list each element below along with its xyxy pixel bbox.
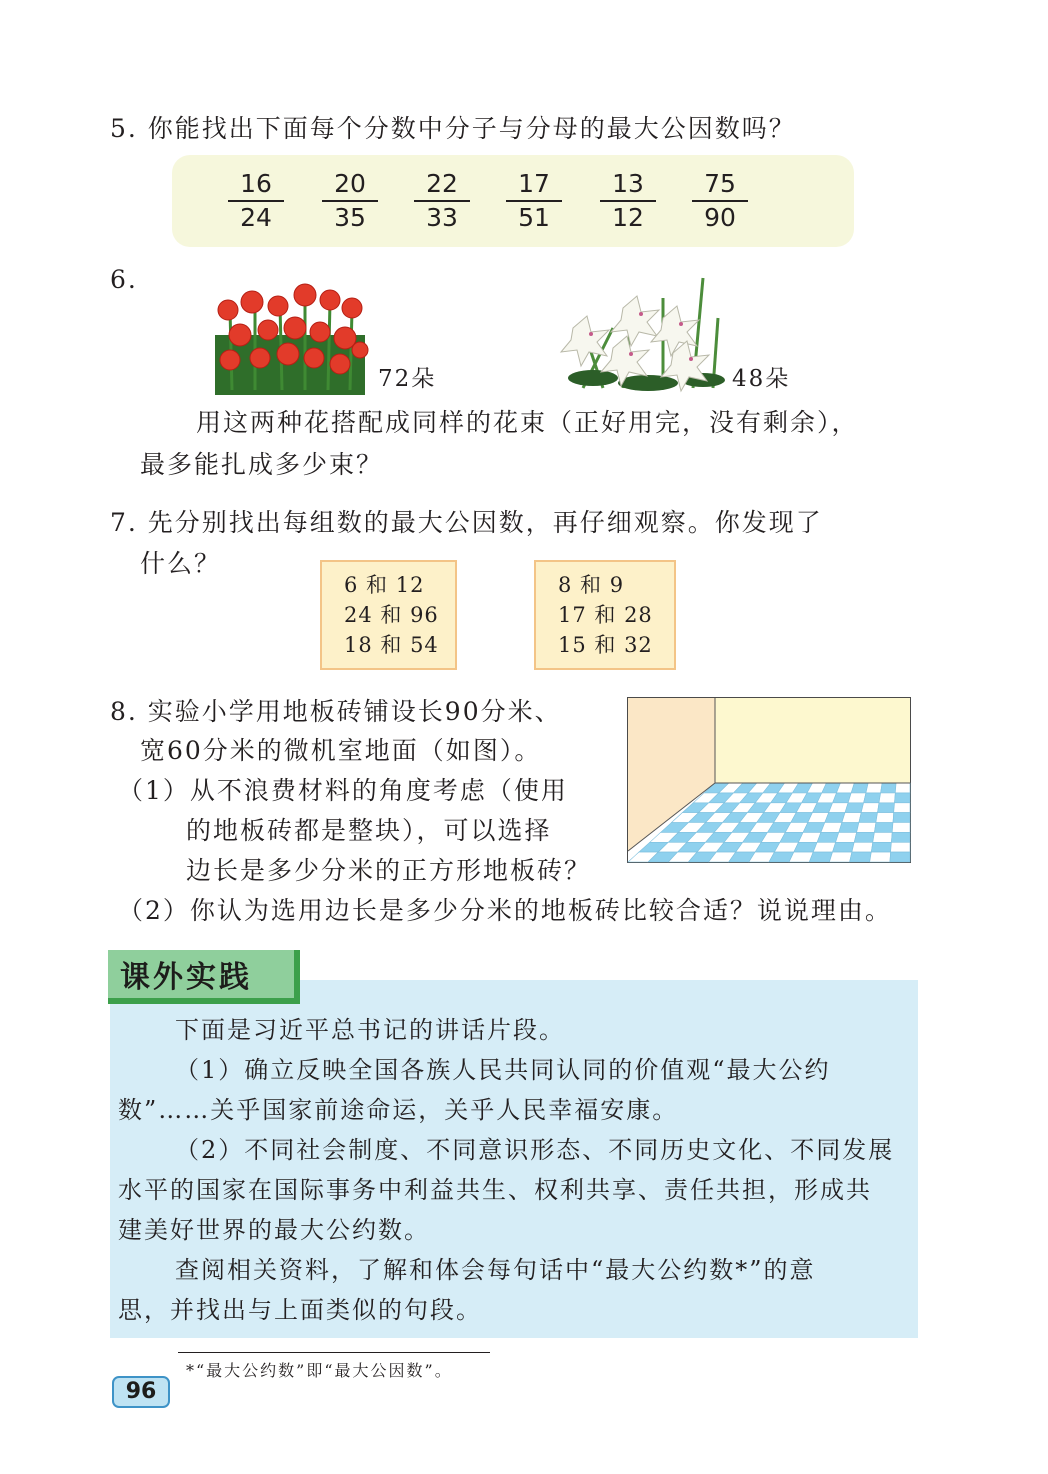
denominator: 12: [612, 203, 644, 232]
number-pair: 18 和 54: [344, 633, 439, 657]
number-pair: 15 和 32: [558, 633, 653, 657]
floor-tile: [817, 832, 839, 842]
floor-tile: [839, 823, 859, 833]
q6-line1: 用这两种花搭配成同样的花束（正好用完，没有剩余），: [196, 408, 859, 437]
q7-line1: 7. 先分别找出每组数的最大公因数，再仔细观察。你发现了: [110, 508, 823, 537]
q8-sub1-line1: （1）从不浪费材料的角度考虑（使用: [118, 776, 568, 805]
numerator: 16: [228, 169, 284, 202]
fraction-box: [172, 155, 854, 247]
floor-tile-image: [627, 697, 911, 863]
q8-sub2: （2）你认为选用边长是多少分米的地板砖比较合适？说说理由。: [118, 896, 892, 925]
q8-line2: 宽60分米的微机室地面（如图）。: [140, 736, 542, 765]
denominator: 90: [704, 203, 736, 232]
page-number: 96: [112, 1376, 170, 1408]
floor-tile: [842, 813, 861, 823]
floor-tile: [851, 783, 868, 793]
numerator: 13: [600, 169, 656, 202]
floor-tile: [873, 832, 892, 842]
floor-tile: [854, 832, 874, 842]
floor-tile: [845, 803, 864, 813]
floor-tile: [891, 832, 910, 842]
floor-tile: [809, 852, 832, 862]
floor-tile: [892, 823, 910, 833]
q7-line2: 什么？: [140, 549, 222, 578]
q8-sub1-line3: 边长是多少分米的正方形地板砖？: [186, 856, 592, 885]
fraction: [506, 169, 562, 233]
floor-tile: [857, 823, 876, 833]
floor-tile: [893, 813, 910, 823]
denominator: 35: [334, 203, 366, 232]
floor-tile: [870, 852, 891, 862]
floor-tile: [848, 793, 866, 803]
floor-tile: [852, 842, 873, 852]
number-pair: 24 和 96: [344, 603, 439, 627]
floor-tile: [876, 813, 894, 823]
numerator: 22: [414, 169, 470, 202]
numerator: 20: [322, 169, 378, 202]
floor-tile: [890, 852, 910, 862]
floor-tile: [833, 842, 855, 852]
q8-sub1-line2: 的地板砖都是整块），可以选择: [186, 816, 552, 845]
floor-tile: [859, 813, 878, 823]
lilies-image: [553, 268, 733, 398]
practice-p1: 下面是习近平总书记的讲话片段。: [175, 1016, 565, 1044]
floor-tile: [829, 852, 852, 862]
floor-tile: [881, 783, 897, 793]
floor-tile: [821, 823, 842, 833]
footnote: *“最大公约数”即“最大公因数”。: [186, 1361, 453, 1380]
floor-tile: [836, 832, 857, 842]
practice-p4-line2: 思，并找出与上面类似的句段。: [118, 1296, 482, 1324]
fraction: [414, 169, 470, 233]
practice-p3-line3: 建美好世界的最大公约数。: [118, 1216, 430, 1244]
floor-tile: [813, 842, 835, 852]
floor-tile: [861, 803, 879, 813]
number-group-box-2: [534, 560, 676, 670]
denominator: 33: [426, 203, 458, 232]
floor-tile: [874, 823, 893, 833]
q6-number: 6.: [110, 265, 138, 294]
floor-tile: [871, 842, 891, 852]
floor-tile: [864, 793, 881, 803]
q8-line1: 8. 实验小学用地板砖铺设长90分米、: [110, 697, 562, 726]
floor-tile: [825, 813, 845, 823]
floor-tile: [879, 793, 895, 803]
practice-p2-line2: 数”……关乎国家前途命运，关乎人民幸福安康。: [118, 1096, 679, 1124]
number-pair: 6 和 12: [344, 573, 425, 597]
floor-tile: [850, 852, 872, 862]
floor-tile: [895, 793, 911, 803]
floor-tile: [894, 803, 910, 813]
numerator: 75: [692, 169, 748, 202]
number-pair: 17 和 28: [558, 603, 653, 627]
floor-tile: [891, 842, 910, 852]
fraction: [600, 169, 656, 233]
roses-image: [210, 280, 370, 395]
numerator: 17: [506, 169, 562, 202]
denominator: 51: [518, 203, 550, 232]
fraction: [692, 169, 748, 233]
fraction: [228, 169, 284, 233]
practice-p3-line2: 水平的国家在国际事务中利益共生、权利共享、责任共担，形成共: [118, 1176, 872, 1204]
number-pair: 8 和 9: [558, 573, 625, 597]
floor-tile: [878, 803, 895, 813]
q5-prompt: 5. 你能找出下面每个分数中分子与分母的最大公因数吗？: [110, 114, 796, 143]
practice-title: 课外实践: [120, 960, 252, 995]
q6-line2: 最多能扎成多少束？: [140, 450, 384, 479]
fraction: [322, 169, 378, 233]
practice-p2-line1: （1）确立反映全国各族人民共同认同的价值观“最大公约: [175, 1056, 831, 1084]
practice-p3-line1: （2）不同社会制度、不同意识形态、不同历史文化、不同发展: [175, 1136, 895, 1164]
floor-tile: [866, 783, 882, 793]
footnote-rule: [178, 1352, 490, 1353]
roses-count: 72朵: [378, 366, 437, 392]
lilies-count: 48朵: [732, 366, 791, 392]
floor-tile: [895, 783, 910, 793]
number-group-box-1: [320, 560, 457, 670]
denominator: 24: [240, 203, 272, 232]
practice-p4-line1: 查阅相关资料，了解和体会每句话中“最大公约数*”的意: [175, 1256, 816, 1284]
